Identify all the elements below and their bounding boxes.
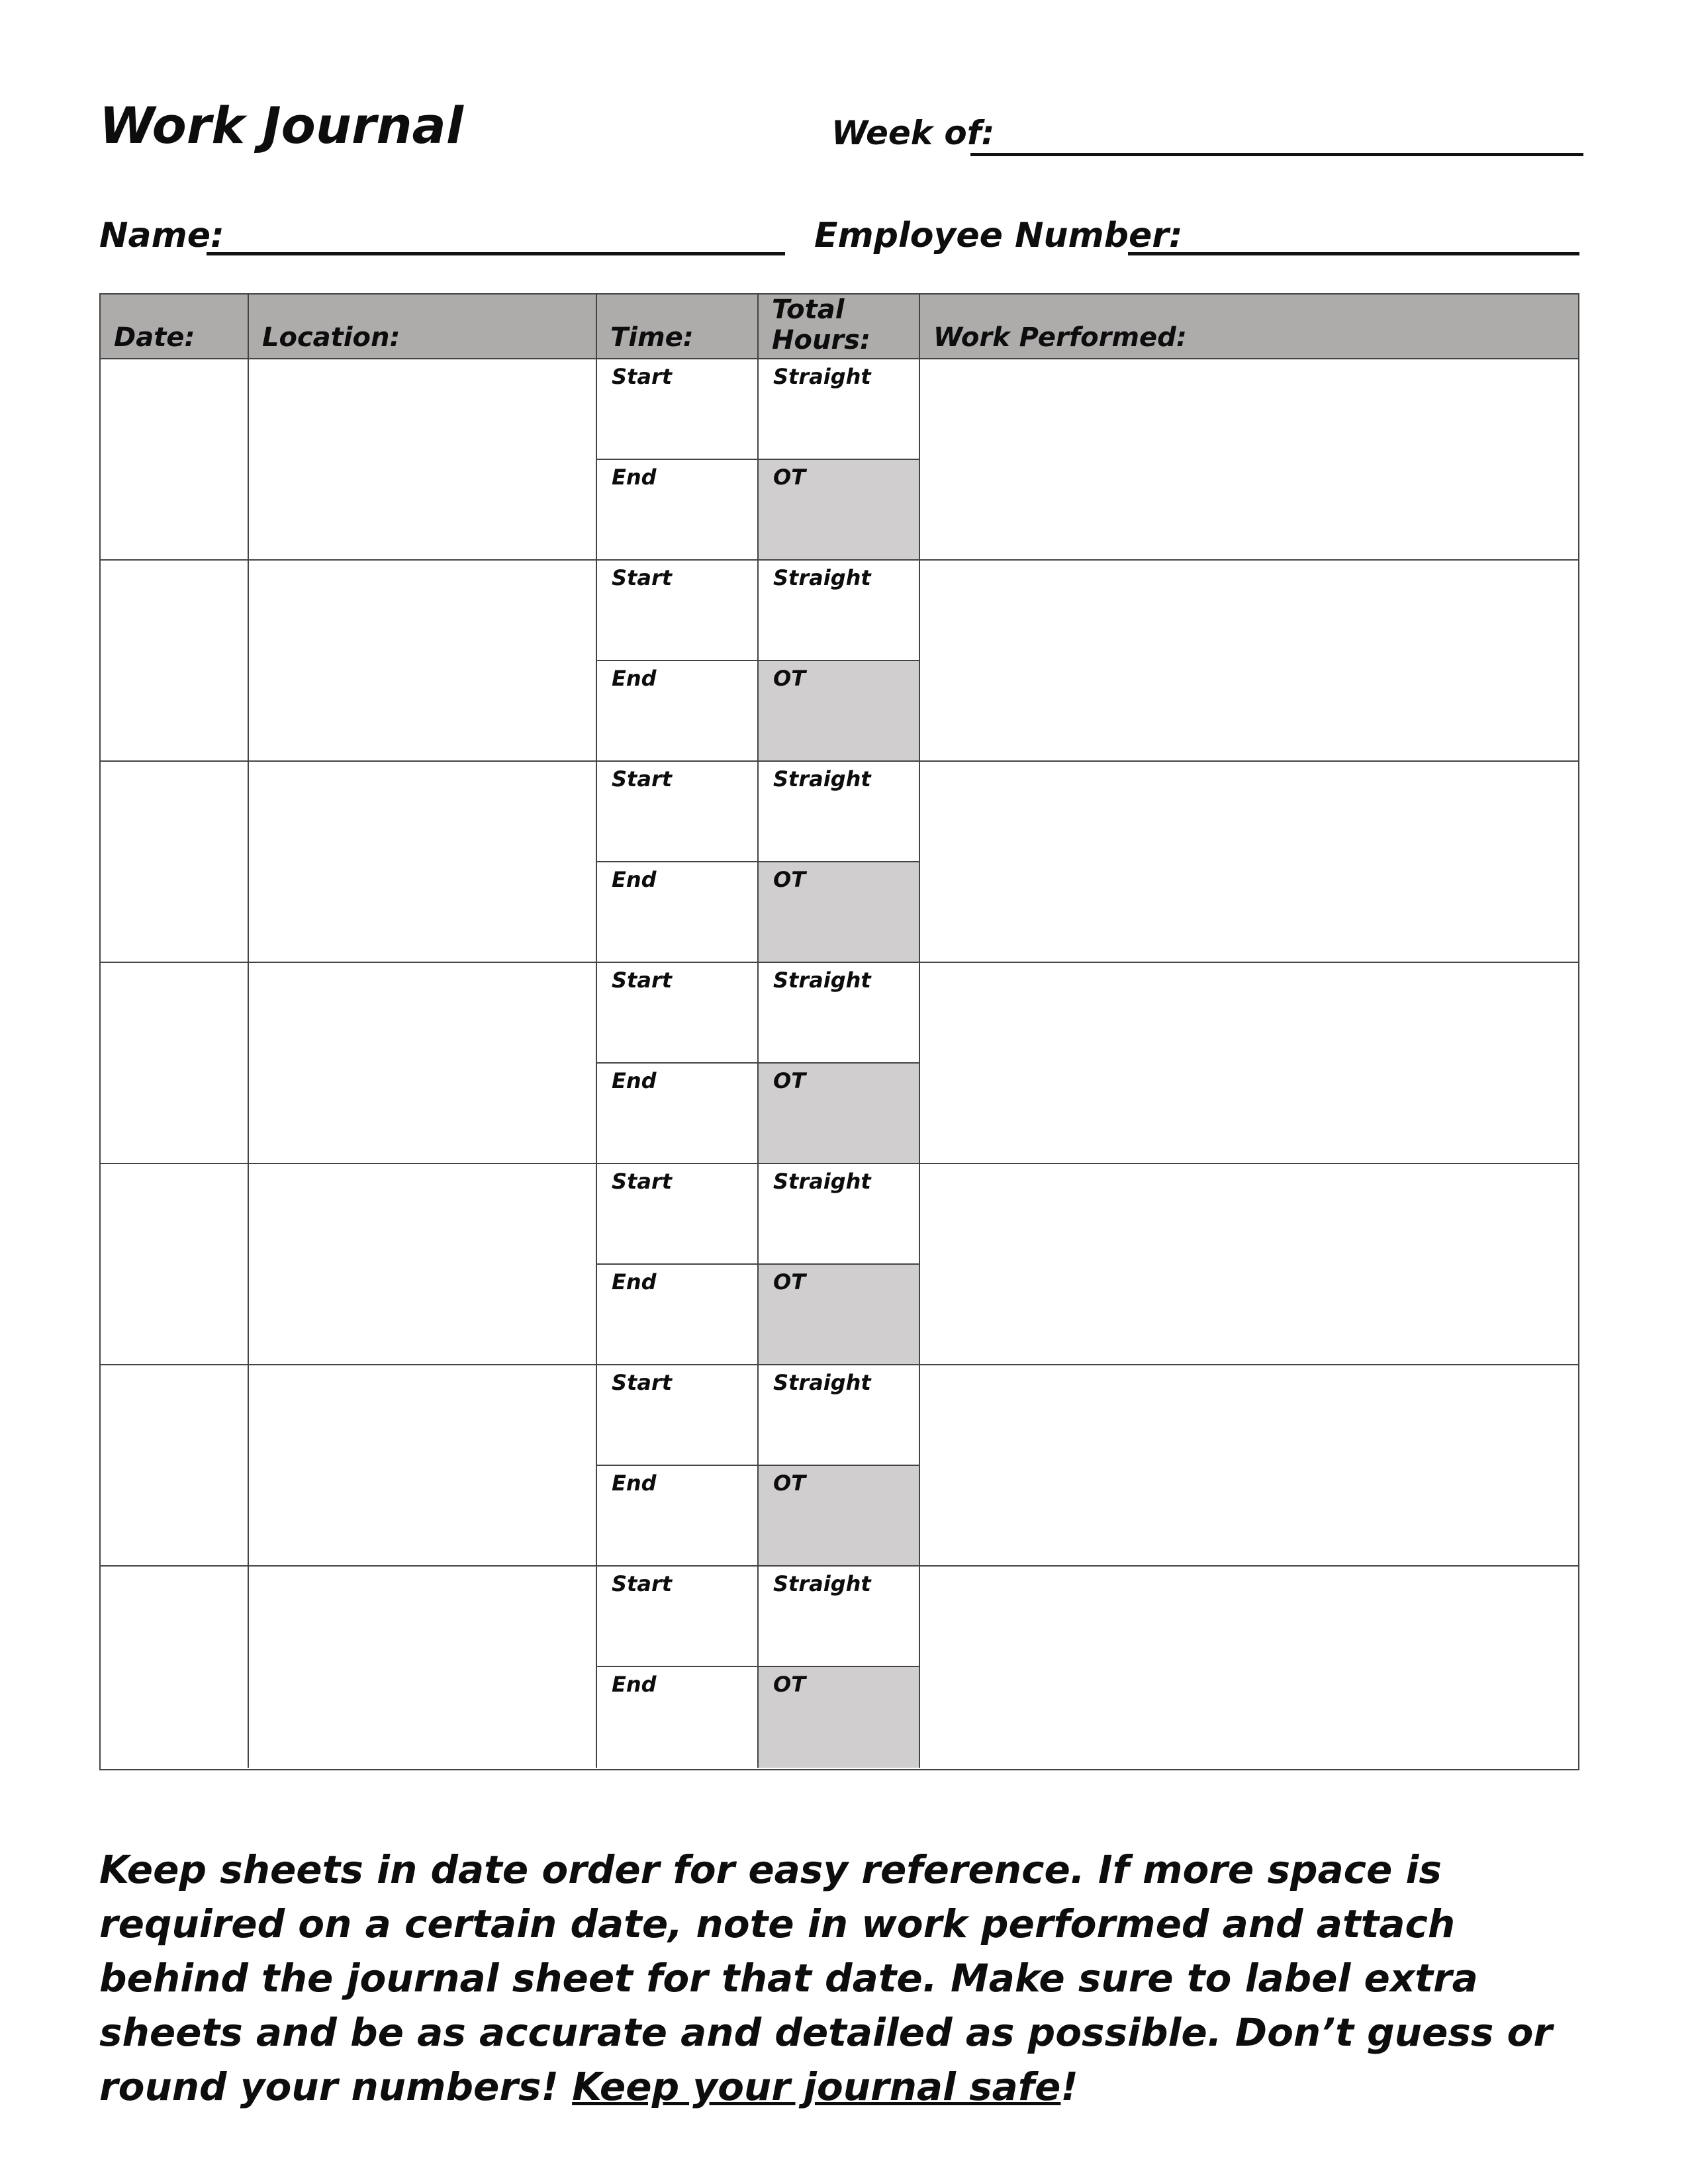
- time-end-cell[interactable]: [597, 460, 759, 561]
- time-end-label: End: [612, 1672, 657, 1697]
- time-start-label: Start: [612, 766, 673, 792]
- header-time-label: Time:: [610, 322, 694, 353]
- employee-number-label: Employee Number:: [814, 216, 1183, 255]
- time-start-cell[interactable]: [597, 1365, 759, 1466]
- hours-straight-cell[interactable]: [759, 1365, 920, 1466]
- time-end-cell[interactable]: [597, 1667, 759, 1768]
- location-cell[interactable]: [249, 1164, 597, 1365]
- time-end-cell[interactable]: [597, 1466, 759, 1567]
- week-of-label: Week of:: [831, 114, 995, 152]
- time-end-cell[interactable]: [597, 1064, 759, 1164]
- hours-ot-label: OT: [773, 666, 806, 691]
- footer-note: [99, 1843, 1589, 2114]
- header-location-label: Location:: [262, 322, 400, 353]
- date-cell[interactable]: [101, 1164, 249, 1365]
- hours-straight-cell[interactable]: [759, 762, 920, 862]
- hours-straight-label: Straight: [773, 1571, 871, 1596]
- hours-ot-label: OT: [773, 465, 806, 490]
- time-start-cell[interactable]: [597, 561, 759, 661]
- date-cell[interactable]: [101, 359, 249, 561]
- hours-ot-cell[interactable]: [759, 862, 920, 963]
- header-total-hours-label: Total Hours:: [772, 295, 870, 355]
- time-start-label: Start: [612, 1370, 673, 1395]
- name-label: Name:: [99, 216, 224, 255]
- work-performed-cell[interactable]: [920, 1365, 1578, 1567]
- time-end-label: End: [612, 867, 657, 892]
- hours-ot-label: OT: [773, 1068, 806, 1093]
- time-start-cell[interactable]: [597, 359, 759, 460]
- header-work-performed: [920, 295, 1578, 359]
- header-work-performed-label: Work Performed:: [933, 322, 1187, 353]
- time-start-label: Start: [612, 1571, 673, 1596]
- time-start-label: Start: [612, 1169, 673, 1194]
- time-start-label: Start: [612, 968, 673, 993]
- week-of-field[interactable]: [970, 153, 1583, 156]
- header-total-hours: [759, 295, 920, 359]
- hours-ot-cell[interactable]: [759, 1064, 920, 1164]
- hours-ot-cell[interactable]: [759, 1667, 920, 1768]
- date-cell[interactable]: [101, 762, 249, 963]
- hours-straight-label: Straight: [773, 1169, 871, 1194]
- hours-straight-cell[interactable]: [759, 1164, 920, 1265]
- hours-straight-label: Straight: [773, 766, 871, 792]
- location-cell[interactable]: [249, 1567, 597, 1768]
- hours-straight-label: Straight: [773, 565, 871, 590]
- time-end-label: End: [612, 666, 657, 691]
- hours-ot-label: OT: [773, 1269, 806, 1295]
- time-start-label: Start: [612, 565, 673, 590]
- date-cell[interactable]: [101, 561, 249, 762]
- location-cell[interactable]: [249, 561, 597, 762]
- header-time: [597, 295, 759, 359]
- footer-note-end: !: [1060, 2064, 1078, 2109]
- time-start-cell[interactable]: [597, 1567, 759, 1667]
- footer-note-text: Keep sheets in date order for easy reference. If more space is required on a certain date, note in work performed and attach behind the journal sheet for that date. Make sure to label extra sheets and be as accurate and detailed as possible. Don’t guess or round your numbers!: [99, 1847, 1552, 2109]
- footer-note-emphasis: Keep your journal safe: [572, 2064, 1061, 2109]
- work-performed-cell[interactable]: [920, 561, 1578, 762]
- header-date: [101, 295, 249, 359]
- employee-number-field[interactable]: [1128, 252, 1579, 255]
- page-title: Work Journal: [99, 96, 463, 155]
- time-end-label: End: [612, 1471, 657, 1496]
- hours-straight-cell[interactable]: [759, 561, 920, 661]
- time-end-label: End: [612, 1269, 657, 1295]
- header-date-label: Date:: [114, 322, 195, 353]
- journal-table: [99, 293, 1579, 1770]
- hours-straight-label: Straight: [773, 1370, 871, 1395]
- time-end-cell[interactable]: [597, 862, 759, 963]
- work-performed-cell[interactable]: [920, 963, 1578, 1164]
- hours-straight-label: Straight: [773, 364, 871, 389]
- time-start-cell[interactable]: [597, 1164, 759, 1265]
- hours-straight-cell[interactable]: [759, 1567, 920, 1667]
- time-end-cell[interactable]: [597, 1265, 759, 1365]
- location-cell[interactable]: [249, 762, 597, 963]
- hours-straight-cell[interactable]: [759, 359, 920, 460]
- location-cell[interactable]: [249, 359, 597, 561]
- hours-ot-cell[interactable]: [759, 661, 920, 762]
- date-cell[interactable]: [101, 1365, 249, 1567]
- hours-straight-cell[interactable]: [759, 963, 920, 1064]
- hours-ot-cell[interactable]: [759, 460, 920, 561]
- date-cell[interactable]: [101, 963, 249, 1164]
- date-cell[interactable]: [101, 1567, 249, 1768]
- hours-ot-label: OT: [773, 867, 806, 892]
- time-start-cell[interactable]: [597, 963, 759, 1064]
- time-start-cell[interactable]: [597, 762, 759, 862]
- hours-ot-label: OT: [773, 1471, 806, 1496]
- work-performed-cell[interactable]: [920, 1164, 1578, 1365]
- header-location: [249, 295, 597, 359]
- time-end-label: End: [612, 1068, 657, 1093]
- work-performed-cell[interactable]: [920, 359, 1578, 561]
- time-end-label: End: [612, 465, 657, 490]
- work-performed-cell[interactable]: [920, 1567, 1578, 1768]
- location-cell[interactable]: [249, 1365, 597, 1567]
- hours-straight-label: Straight: [773, 968, 871, 993]
- location-cell[interactable]: [249, 963, 597, 1164]
- hours-ot-label: OT: [773, 1672, 806, 1697]
- hours-ot-cell[interactable]: [759, 1265, 920, 1365]
- name-field[interactable]: [207, 252, 785, 255]
- work-performed-cell[interactable]: [920, 762, 1578, 963]
- time-start-label: Start: [612, 364, 673, 389]
- time-end-cell[interactable]: [597, 661, 759, 762]
- hours-ot-cell[interactable]: [759, 1466, 920, 1567]
